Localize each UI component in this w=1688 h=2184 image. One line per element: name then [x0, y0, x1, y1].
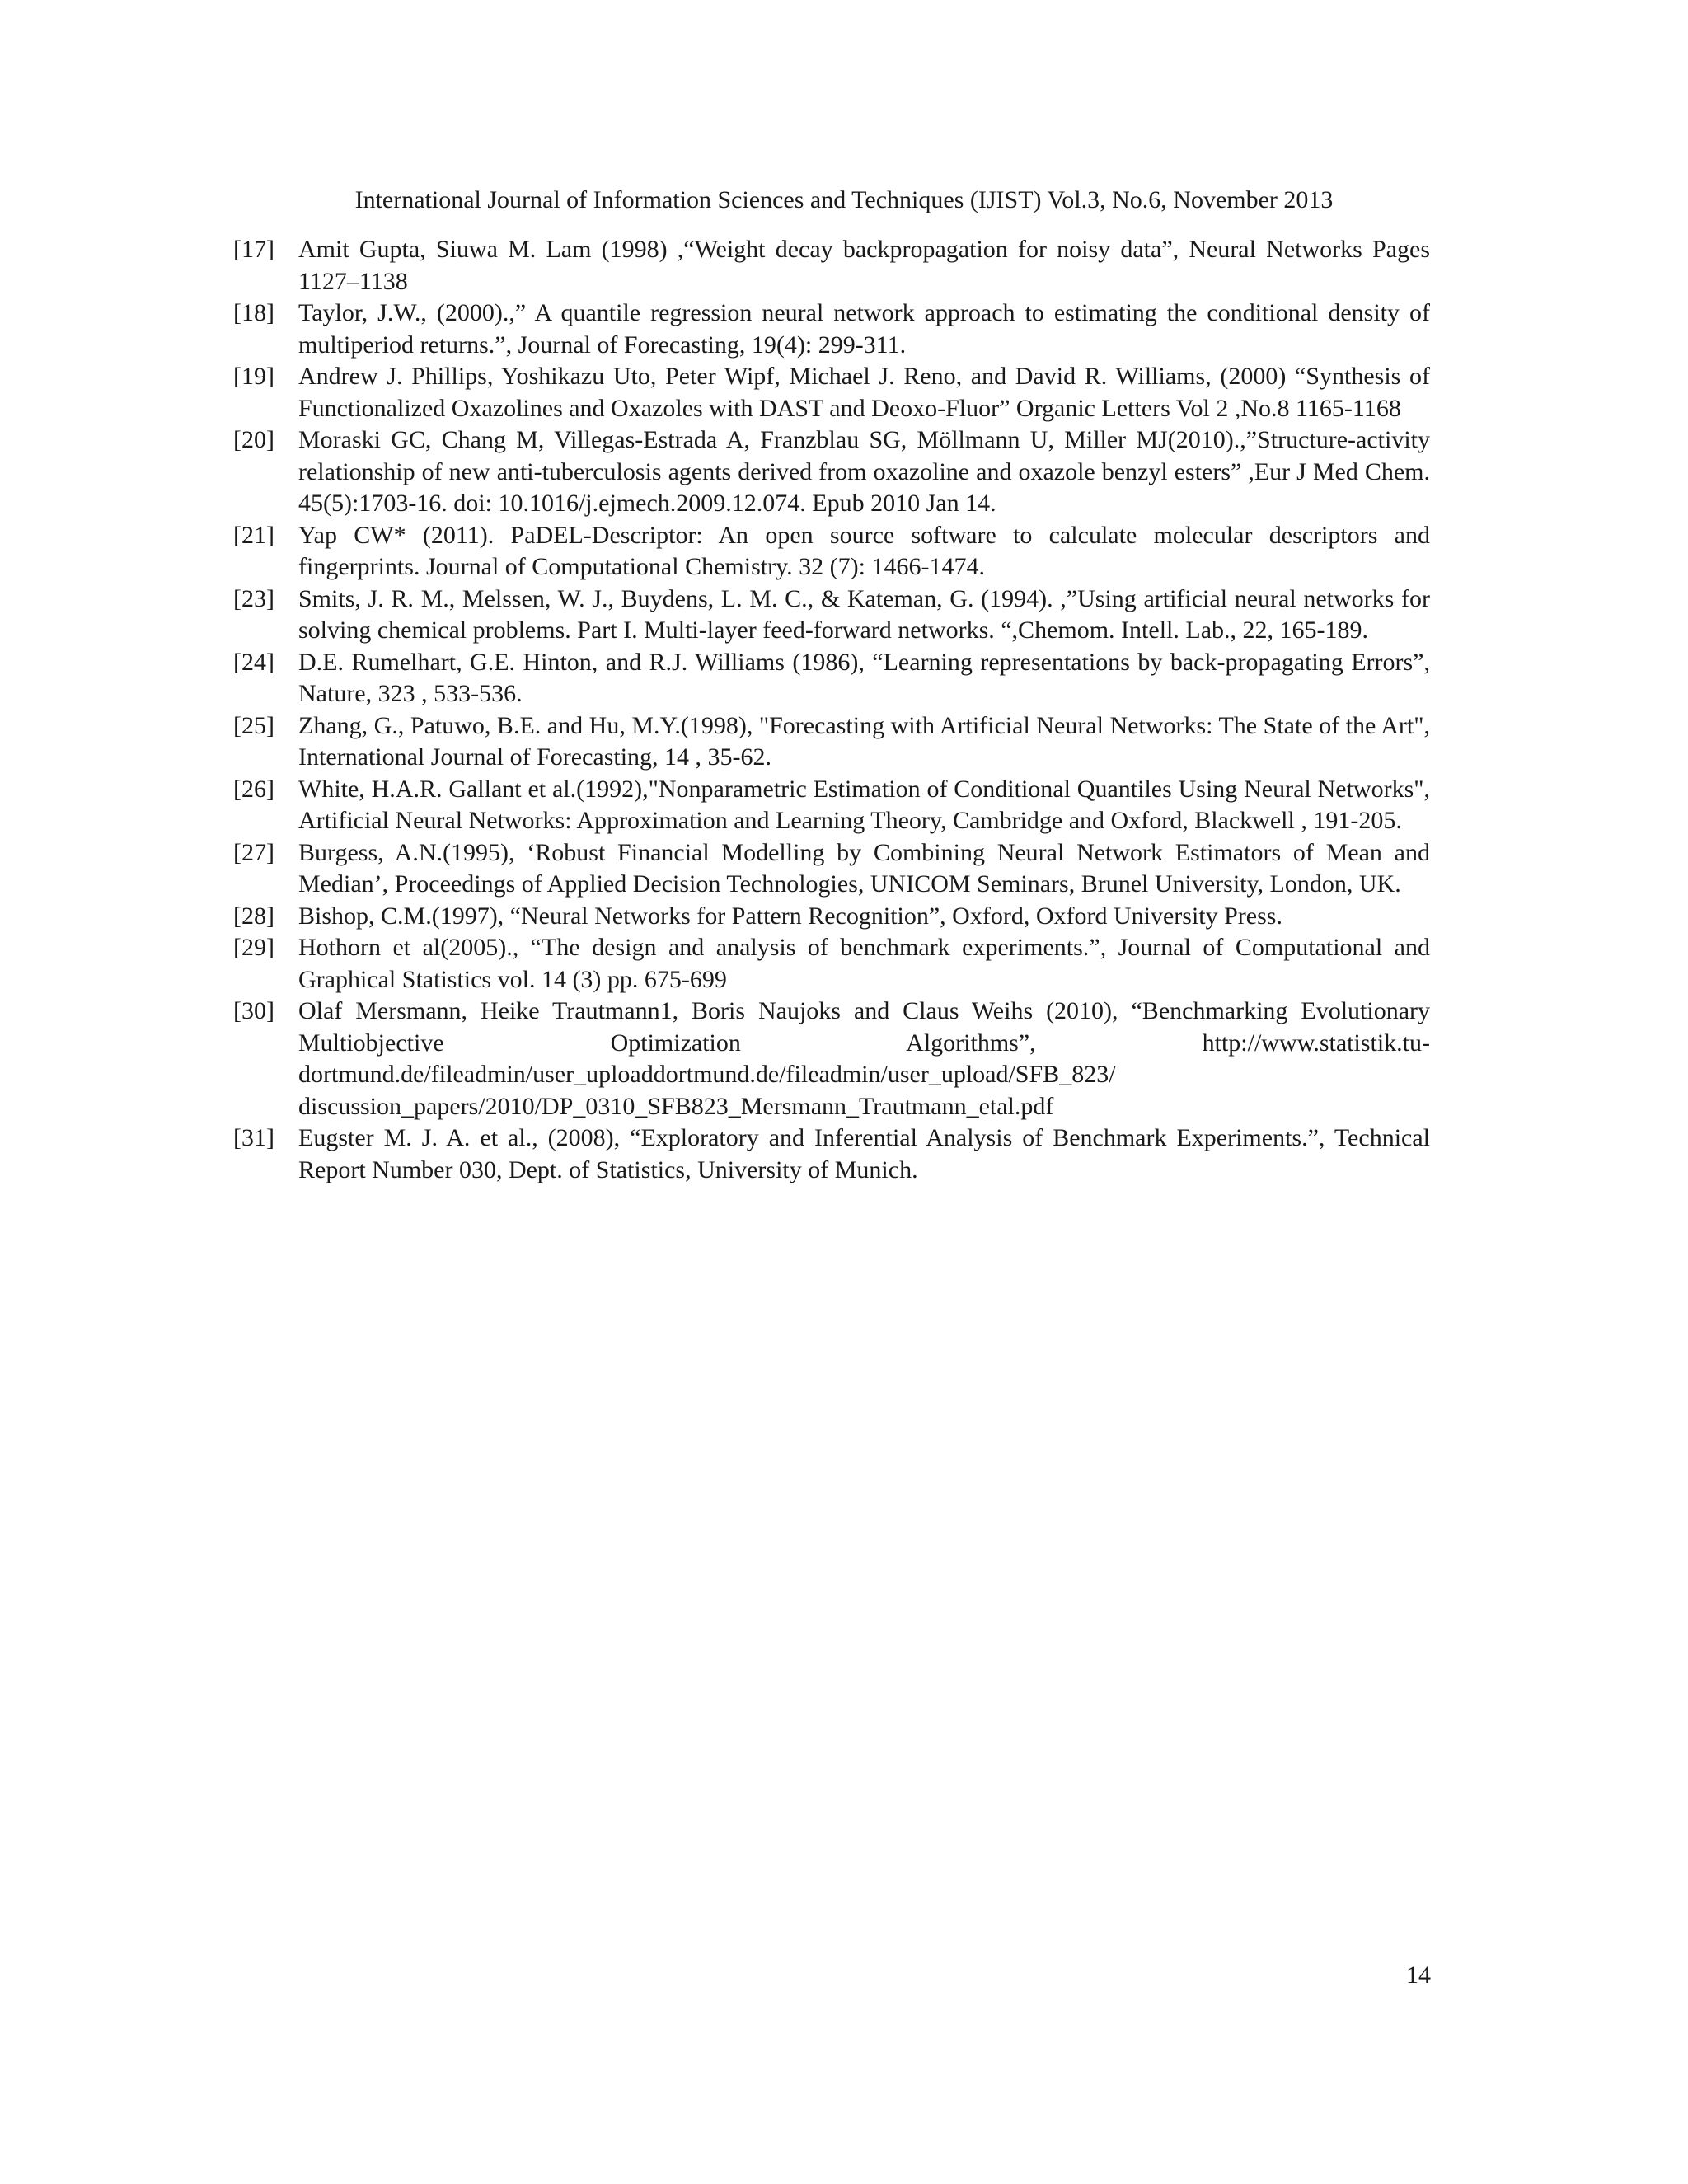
- reference-text: Moraski GC, Chang M, Villegas-Estrada A, Franzblau SG, Möllmann U, Miller MJ(2010).,”Structure-activity relationship of new anti-tuberculosis agents derived from oxazoline and oxazole benzyl esters” ,Eur J Med Chem. 45(5):1703-16. doi: 10.1016/j.ejmech.2009.12.074. Epub 2010 Jan 14.: [298, 426, 1430, 517]
- reference-number: [17]: [233, 236, 274, 263]
- reference-list: [233, 234, 1430, 1186]
- reference-number: [28]: [233, 902, 274, 930]
- reference-item: [233, 361, 1430, 424]
- reference-text: Olaf Mersmann, Heike Trautmann1, Boris Naujoks and Claus Weihs (2010), “Benchmarking Evolutionary Multiobjective Optimization Algorithms”, http://www.statistik.tu-dortmund.de/fileadmin/user_uploaddortmund.de/fileadmin/user_upload/SFB_823/ discussion_papers/2010/DP_0310_SFB823_Mersmann_Trautmann_etal.pdf: [298, 997, 1430, 1120]
- reference-item: [233, 234, 1430, 298]
- reference-number: [18]: [233, 299, 274, 326]
- reference-text: White, H.A.R. Gallant et al.(1992),"Nonparametric Estimation of Conditional Quantiles Using Neural Networks", Artificial Neural Networks: Approximation and Learning Theory, Cambridge and Oxford, Blackwell , 191-205.: [298, 775, 1430, 834]
- reference-number: [19]: [233, 363, 274, 390]
- reference-number: [27]: [233, 838, 274, 866]
- reference-item: [233, 932, 1430, 996]
- reference-item: [233, 298, 1430, 361]
- reference-number: [25]: [233, 711, 274, 739]
- reference-item: [233, 424, 1430, 520]
- reference-number: [29]: [233, 934, 274, 961]
- reference-number: [31]: [233, 1124, 274, 1151]
- reference-text: D.E. Rumelhart, G.E. Hinton, and R.J. Williams (1986), “Learning representations by back-propagating Errors”, Nature, 323 , 533-536.: [298, 648, 1430, 707]
- page-number: 14: [1406, 1961, 1431, 1989]
- reference-item: [233, 710, 1430, 774]
- reference-text: Zhang, G., Patuwo, B.E. and Hu, M.Y.(1998), "Forecasting with Artificial Neural Networks: The State of the Art", International Journal of Forecasting, 14 , 35-62.: [298, 711, 1430, 771]
- reference-number: [26]: [233, 775, 274, 803]
- reference-number: [20]: [233, 426, 274, 453]
- reference-item: [233, 647, 1430, 710]
- reference-text: Bishop, C.M.(1997), “Neural Networks for Pattern Recognition”, Oxford, Oxford University Press.: [298, 902, 1282, 930]
- reference-text: Taylor, J.W., (2000).,” A quantile regression neural network approach to estimating the conditional density of multiperiod returns.”, Journal of Forecasting, 19(4): 299-311.: [298, 299, 1430, 359]
- reference-item: [233, 837, 1430, 901]
- reference-text: Amit Gupta, Siuwa M. Lam (1998) ,“Weight decay backpropagation for noisy data”, Neural Networks Pages 1127–1138: [298, 236, 1430, 295]
- reference-item: [233, 996, 1430, 1122]
- reference-item: [233, 901, 1430, 933]
- reference-item: [233, 583, 1430, 647]
- reference-item: [233, 1122, 1430, 1186]
- reference-text: Yap CW* (2011). PaDEL-Descriptor: An open source software to calculate molecular descriptors and fingerprints. Journal of Computational Chemistry. 32 (7): 1466-1474.: [298, 521, 1430, 580]
- reference-text: Andrew J. Phillips, Yoshikazu Uto, Peter Wipf, Michael J. Reno, and David R. Williams, (2000) “Synthesis of Functionalized Oxazolines and Oxazoles with DAST and Deoxo-Fluor” Organic Letters Vol 2 ,No.8 1165-1168: [298, 363, 1430, 422]
- reference-item: [233, 520, 1430, 583]
- reference-number: [23]: [233, 584, 274, 612]
- reference-number: [24]: [233, 648, 274, 676]
- reference-text: Burgess, A.N.(1995), ‘Robust Financial Modelling by Combining Neural Network Estimators of Mean and Median’, Proceedings of Applied Decision Technologies, UNICOM Seminars, Brunel University, London, UK.: [298, 838, 1430, 898]
- reference-text: Hothorn et al(2005)., “The design and analysis of benchmark experiments.”, Journal of Computational and Graphical Statistics vol. 14 (3) pp. 675-699: [298, 934, 1430, 993]
- journal-header: International Journal of Information Sciences and Techniques (IJIST) Vol.3, No.6, November 2013: [354, 186, 1334, 213]
- reference-item: [233, 774, 1430, 837]
- reference-text: Smits, J. R. M., Melssen, W. J., Buydens, L. M. C., & Kateman, G. (1994). ,”Using artificial neural networks for solving chemical problems. Part I. Multi-layer feed-forward networks. “,Chemom. Intell. Lab., 22, 165-189.: [298, 584, 1430, 644]
- reference-number: [30]: [233, 997, 274, 1024]
- reference-text: Eugster M. J. A. et al., (2008), “Exploratory and Inferential Analysis of Benchmark Experiments.”, Technical Report Number 030, Dept. of Statistics, University of Munich.: [298, 1124, 1430, 1183]
- reference-number: [21]: [233, 521, 274, 549]
